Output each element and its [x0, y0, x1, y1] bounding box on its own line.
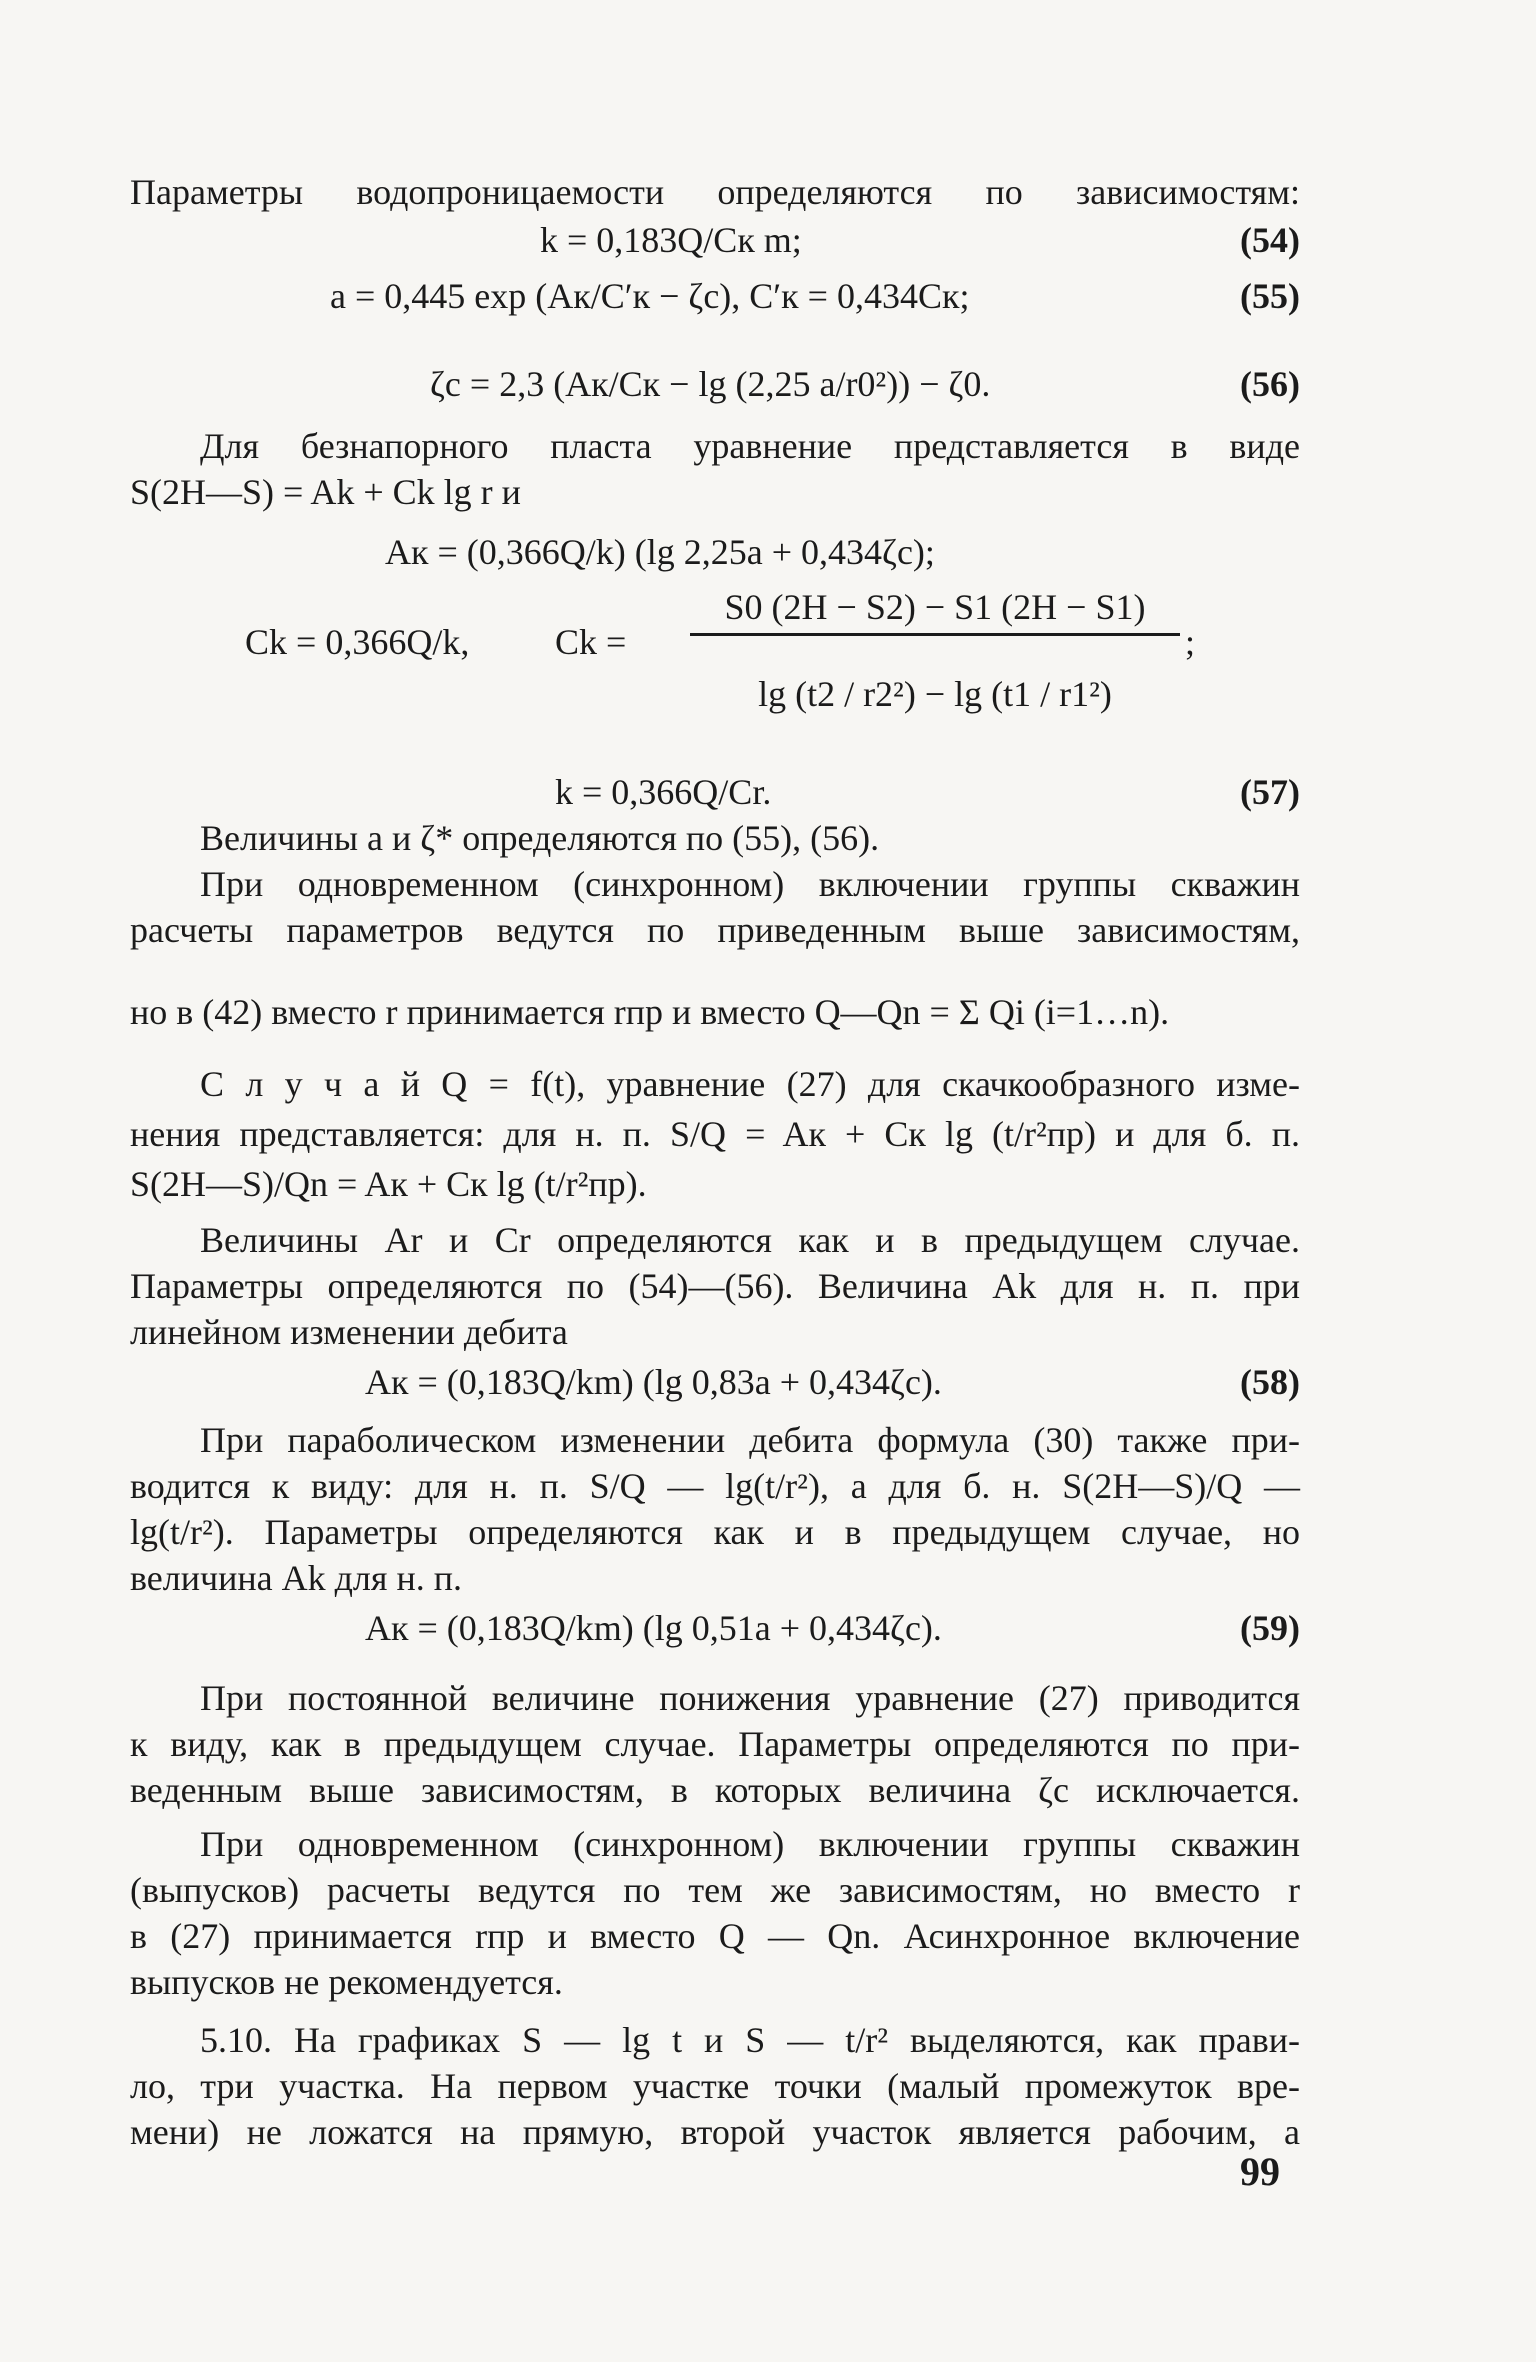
text-line: нения представляется: для н. п. S/Q = Aк + Cк lg (t/r²пр) и для б. п. — [130, 1114, 1300, 1154]
text-line: водится к виду: для н. п. S/Q — lg(t/r²), а для б. н. S(2H—S)/Q — — [130, 1466, 1300, 1506]
text-line: к виду, как в предыдущем случае. Параметры определяются по при- — [130, 1724, 1300, 1764]
page-number: 99 — [1240, 2149, 1280, 2194]
equation-58: Aк = (0,183Q/km) (lg 0,83a + 0,434ζс). — [365, 1362, 942, 1402]
text-line: Величины Ar и Cr определяются как и в предыдущем случае. — [200, 1220, 1300, 1260]
equation-number: (55) — [1240, 276, 1300, 316]
section-5-10-line: 5.10. На графиках S — lg t и S — t/r² выделяются, как прави- — [200, 2020, 1300, 2060]
equation-ck-first: Ck = 0,366Q/k, — [245, 622, 470, 662]
text-line: При параболическом изменении дебита формула (30) также при- — [200, 1420, 1300, 1460]
text-line: lg(t/r²). Параметры определяются как и в предыдущем случае, но — [130, 1512, 1300, 1552]
text-line: линейном изменении дебита — [130, 1312, 568, 1352]
text-line: Параметры определяются по (54)—(56). Величина Ak для н. п. при — [130, 1266, 1300, 1306]
text-line: выпусков не рекомендуется. — [130, 1962, 563, 2002]
text-line: величина Ak для н. п. — [130, 1558, 462, 1598]
equation-number: (59) — [1240, 1608, 1300, 1648]
text-line: S(2H—S)/Qn = Aк + Cк lg (t/r²пр). — [130, 1164, 647, 1204]
text-line: веденным выше зависимостям, в которых величина ζс исключается. — [130, 1770, 1300, 1810]
text-line: Для безнапорного пласта уравнение представляется в виде — [200, 426, 1300, 466]
text-line: При одновременном (синхронном) включении группы скважин — [200, 1824, 1300, 1864]
text-line: (выпусков) расчеты ведутся по тем же зависимостям, но вместо r — [130, 1870, 1300, 1910]
equation-56: ζс = 2,3 (Aк/Cк − lg (2,25 a/r0²)) − ζ0. — [430, 364, 991, 404]
fraction-bar — [690, 633, 1180, 636]
equation-55: a = 0,445 exp (Aк/C′к − ζс), C′к = 0,434Cк; — [330, 276, 970, 316]
fraction-denominator: lg (t2 / r2²) − lg (t1 / r1²) — [758, 674, 1112, 714]
equation-59: Aк = (0,183Q/km) (lg 0,51a + 0,434ζс). — [365, 1608, 942, 1648]
equation-54: k = 0,183Q/Cк m; — [540, 220, 802, 260]
equation-number: (58) — [1240, 1362, 1300, 1402]
equation-number: (57) — [1240, 772, 1300, 812]
text-line: но в (42) вместо r принимается rпр и вместо Q—Qn = Σ Qi (i=1…n). — [130, 992, 1170, 1032]
equation-number: (56) — [1240, 364, 1300, 404]
text-line: ло, три участка. На первом участке точки (малый промежуток вре- — [130, 2066, 1300, 2106]
text-line: S(2H—S) = Ak + Ck lg r и — [130, 472, 521, 512]
text-line: При постоянной величине понижения уравнение (27) приводится — [200, 1678, 1300, 1718]
fraction-numerator: S0 (2H − S2) − S1 (2H − S1) — [724, 587, 1146, 627]
text-line: С л у ч а й Q = f(t), уравнение (27) для скачкообразного изме- — [200, 1064, 1300, 1104]
text-line: Параметры водопроницаемости определяются по зависимостям: — [130, 172, 1300, 212]
equation-ak: Aк = (0,366Q/k) (lg 2,25a + 0,434ζс); — [385, 532, 935, 572]
fraction-semicolon: ; — [1185, 622, 1196, 662]
text-line: Величины a и ζ* определяются по (55), (56). — [200, 818, 880, 858]
text-line: расчеты параметров ведутся по приведенным выше зависимостям, — [130, 910, 1300, 950]
text-line: мени) не ложатся на прямую, второй участок является рабочим, а — [130, 2112, 1300, 2152]
text-line: в (27) принимается rпр и вместо Q — Qn. Асинхронное включение — [130, 1916, 1300, 1956]
equation-number: (54) — [1240, 220, 1300, 260]
text-line: При одновременном (синхронном) включении группы скважин — [200, 864, 1300, 904]
equation-ck-second: Ck = — [555, 622, 627, 662]
equation-57: k = 0,366Q/Cr. — [555, 772, 772, 812]
